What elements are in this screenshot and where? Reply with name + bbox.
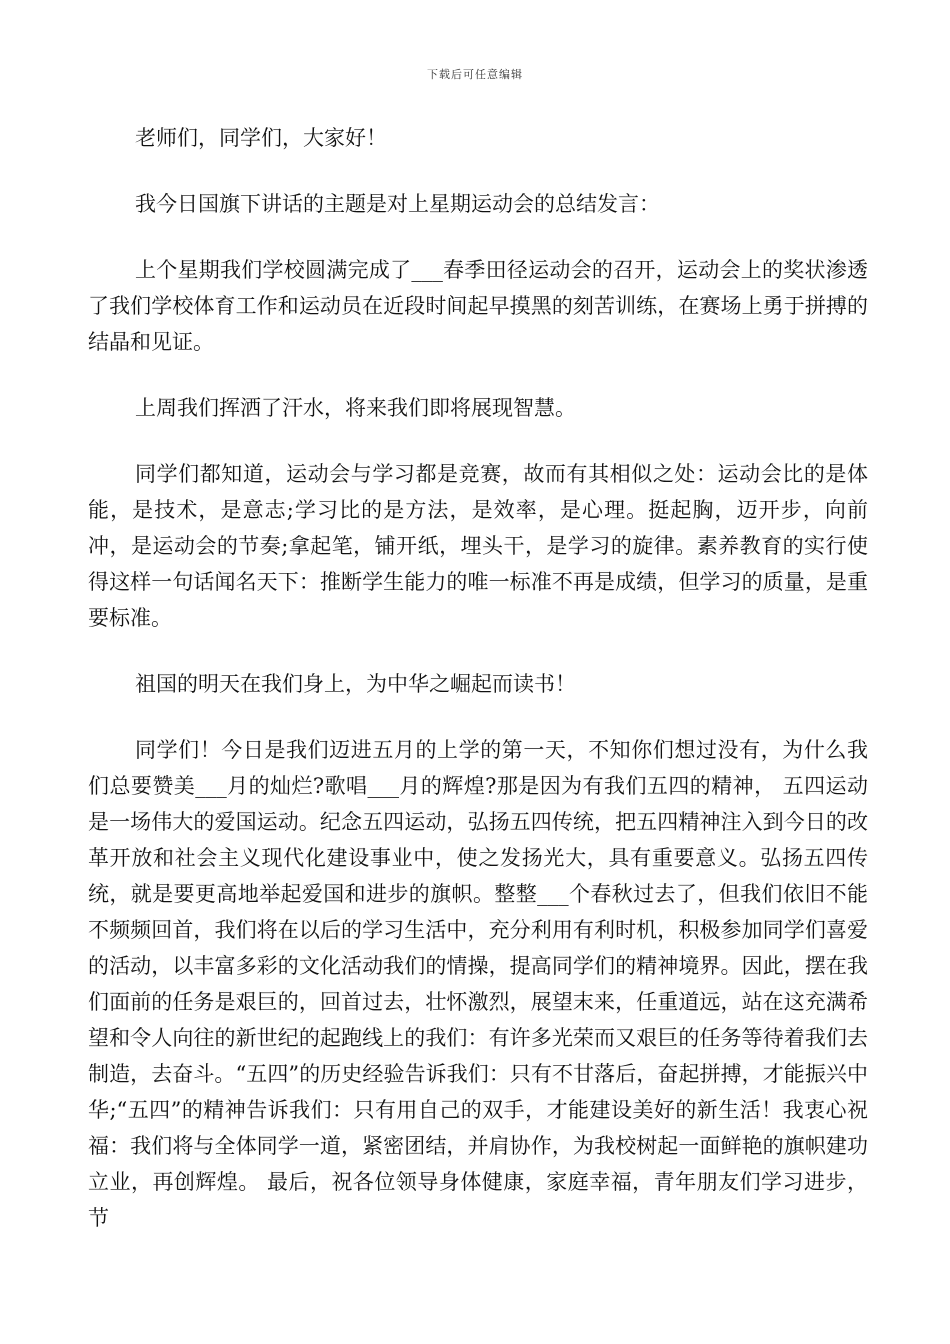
page-header-note: 下载后可任意编辑 — [427, 68, 523, 81]
sports-meet-paragraph: 上个星期我们学校圆满完成了___春季田径运动会的召开，运动会上的奖状渗透了我们学校体育工作和运动员在近段时间起早摸黑的刻苦训练，在赛场上勇于拼搏的结晶和见证。 — [88, 258, 868, 354]
sweat-wisdom-paragraph: 上周我们挥洒了汗水，将来我们即将展现智慧。 — [135, 396, 576, 420]
may-fourth-paragraph: 同学们！今日是我们迈进五月的上学的第一天，不知你们想过没有，为什么我们总要赞美___月的灿烂?歌唱___月的辉煌?那是因为有我们五四的精神， 五四运动是一场伟大的爱国运动。纪念五四运动，弘扬五四传统，把五四精神注入到今日的改革开放和社会主义现代化建设事业中，使之发扬光大，具有重要意义。弘扬五四传统，就是要更高地举起爱国和进步的旗帜。整整___个春秋过去了，但我们依旧不能不频频回首，我们将在以后的学习生活中，充分利用有利时机，积极参加同学们喜爱的活动，以丰富多彩的文化活动我们的情操，提高同学们的精神境界。因此，摆在我们面前的任务是艰巨的，回首过去，壮怀激烈，展望末来，任重道远，站在这充满希望和令人向往的新世纪的起跑线上的我们：有许多光荣而又艰巨的任务等待着我们去制造，去奋斗。“五四”的历史经验告诉我们：只有不甘落后，奋起拼搏，才能振兴中华;“五四”的精神告诉我们：只有用自己的双手，才能建设美好的新生活！我衷心祝福：我们将与全体同学一道，紧密团结，并肩协作，为我校树起一面鲜艳的旗帜建功立业，再创辉煌。 最后，祝各位领导身体健康，家庭幸福，青年朋友们学习进步，节 — [88, 738, 868, 1230]
document-body — [88, 120, 868, 1236]
topic-paragraph: 我今日国旗下讲话的主题是对上星期运动会的总结发言： — [135, 192, 660, 216]
motherland-paragraph: 祖国的明天在我们身上，为中华之崛起而读书！ — [135, 672, 576, 696]
competition-paragraph: 同学们都知道，运动会与学习都是竞赛，故而有其相似之处：运动会比的是体能，是技术，是意志;学习比的是方法，是效率，是心理。挺起胸，迈开步，向前冲，是运动会的节奏;拿起笔，铺开纸，埋头干，是学习的旋律。素养教育的实行使得这样一句话闻名天下：推断学生能力的唯一标准不再是成绩，但学习的质量，是重要标准。 — [88, 462, 868, 630]
greeting-paragraph: 老师们，同学们，大家好！ — [135, 126, 387, 150]
